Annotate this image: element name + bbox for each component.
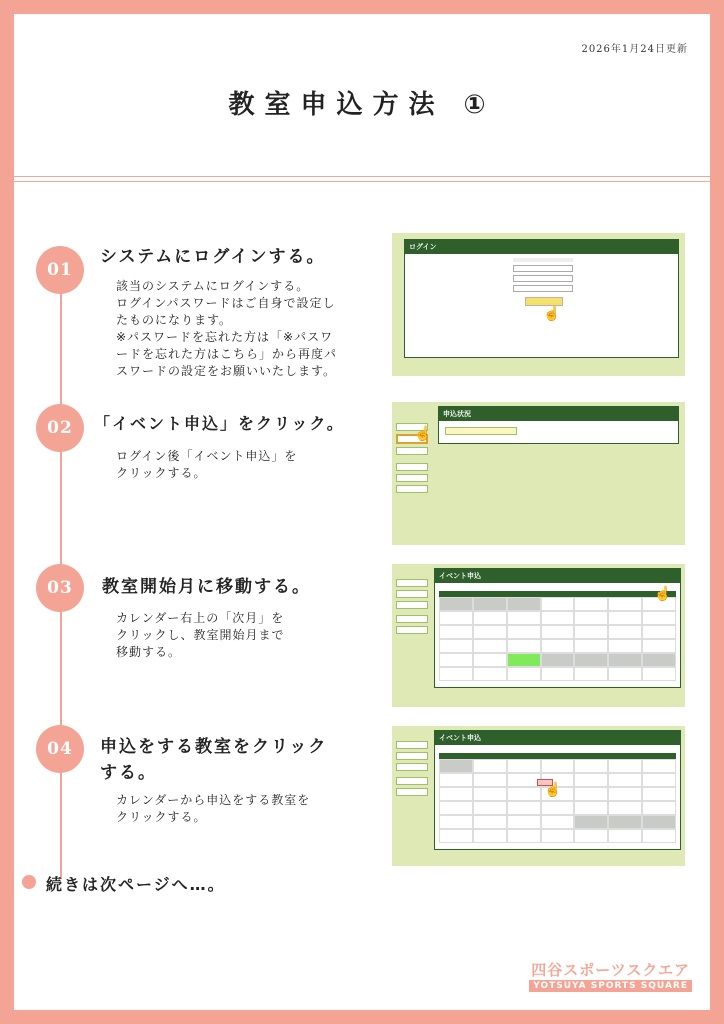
step-heading-01: システムにログインする。 xyxy=(100,247,326,267)
logo-jp: 四谷スポーツスクエア xyxy=(531,961,691,979)
continue-note: 続きは次ページへ…。 xyxy=(46,875,226,894)
bullet-dot xyxy=(22,875,36,889)
divider xyxy=(14,181,710,182)
hand-pointer-icon: ☝ xyxy=(543,306,561,322)
step-body-03: カレンダー右上の「次月」を クリックし、教室開始月まで 移動する。 xyxy=(116,611,285,659)
logo-en: YOTSUYA SPORTS SQUARE xyxy=(529,980,692,992)
screen-sidebar xyxy=(392,564,432,707)
step-body-01: 該当のシステムにログインする。 ログインパスワードはご自身で設定し たものになります。 ※パスワードを忘れた方は「※パスワ ードを忘れた方はこちら」から再度パ スワードの設定をお願いいたします。 xyxy=(116,279,338,378)
status-title: 申込状況 xyxy=(439,407,678,421)
updated-date: 2026年1月24日更新 xyxy=(581,44,688,55)
page-title: 教室申込方法 ① xyxy=(228,90,496,120)
step-heading-03: 教室開始月に移動する。 xyxy=(102,577,311,597)
step-body-02: ログイン後「イベント申込」を クリックする。 xyxy=(116,449,298,480)
event-title: イベント申込 xyxy=(435,569,680,583)
login-screenshot xyxy=(392,233,685,376)
login-title: ログイン xyxy=(405,240,678,254)
hand-pointer-icon: ☝ xyxy=(414,426,432,442)
step-body-04: カレンダーから申込をする教室を クリックする。 xyxy=(116,793,311,824)
step-number-04: 04 xyxy=(36,725,84,773)
step-number-02: 02 xyxy=(36,404,84,452)
screen-sidebar xyxy=(392,726,432,866)
logo xyxy=(529,959,692,992)
step-heading-02: 「イベント申込」をクリック。 xyxy=(94,414,345,433)
step-number-01: 01 xyxy=(36,246,84,294)
hand-pointer-icon: ☝ xyxy=(654,586,672,602)
divider xyxy=(14,176,710,177)
event-menu-screenshot xyxy=(392,402,685,545)
page xyxy=(14,14,710,1010)
calendar-select-screenshot xyxy=(392,726,685,866)
screen-sidebar xyxy=(392,402,432,545)
calendar-next-month-screenshot xyxy=(392,564,685,707)
hand-pointer-icon: ☝ xyxy=(544,782,562,798)
event-title: イベント申込 xyxy=(435,731,680,745)
step-number-03: 03 xyxy=(36,564,84,612)
step-heading-04: 申込をする教室をクリック する。 xyxy=(100,737,328,783)
